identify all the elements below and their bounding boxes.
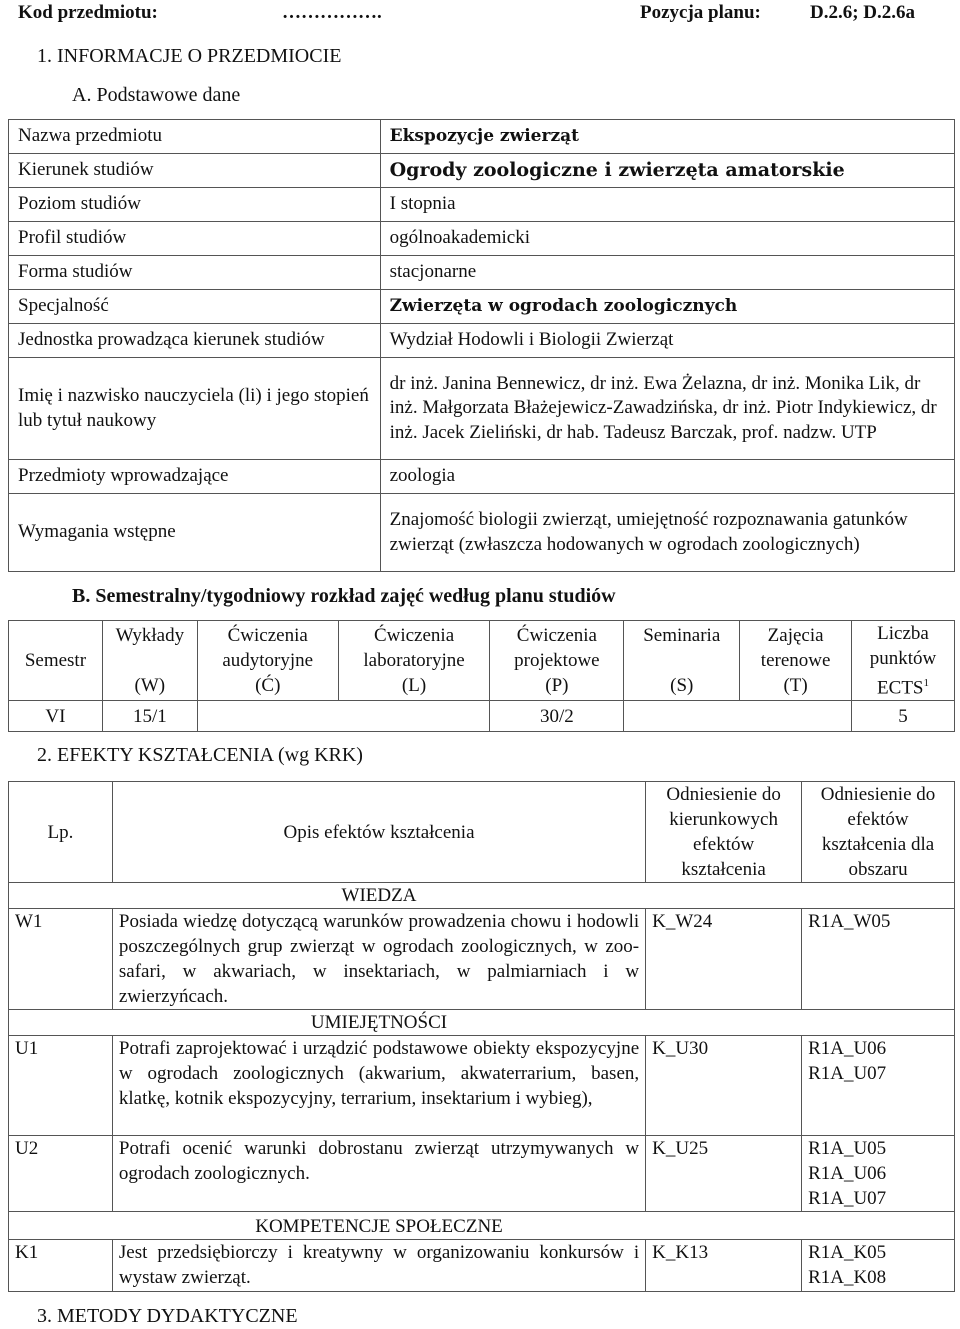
label-specjalnosc: Specjalność xyxy=(9,290,381,324)
header-semestr: Semestr xyxy=(9,621,103,701)
value-sem-teren xyxy=(624,701,852,732)
value-profil: ogólnoakademicki xyxy=(380,222,954,256)
header-cw-aud: Ćwiczenia audytoryjne (Ć) xyxy=(197,621,338,701)
label-poziom: Poziom studiów xyxy=(9,188,381,222)
section3-title: 3. METODY DYDAKTYCZNE xyxy=(37,1305,298,1327)
section1-title: 1. INFORMACJE O PRZEDMIOCIE xyxy=(37,45,342,67)
value-cw-aud-lab xyxy=(197,701,490,732)
header-opis: Opis efektów kształcenia xyxy=(112,782,645,883)
value-poziom: I stopnia xyxy=(380,188,954,222)
opis-u2: Potrafi ocenić warunki dobrostanu zwierząt utrzymywanych w ogrodach zoologicznych. xyxy=(112,1136,645,1212)
label-jednostka: Jednostka prowadząca kierunek studiów xyxy=(9,324,381,358)
value-semestr: VI xyxy=(9,701,103,732)
value-kierunek: Ogrody zoologiczne i zwierzęta amatorskie xyxy=(380,154,954,188)
value-wyklady: 15/1 xyxy=(102,701,197,732)
effects-table xyxy=(8,781,955,1292)
label-profil: Profil studiów xyxy=(9,222,381,256)
obszar-u2: R1A_U05 R1A_U06 R1A_U07 xyxy=(802,1136,955,1212)
lp-u1: U1 xyxy=(9,1036,113,1136)
header-wyklady: Wykłady (W) xyxy=(102,621,197,701)
section1-subA: A. Podstawowe dane xyxy=(72,84,241,106)
value-ects: 5 xyxy=(852,701,955,732)
lp-w1: W1 xyxy=(9,909,113,1010)
pozycja-value: D.2.6; D.2.6a xyxy=(810,2,916,23)
value-nauczyciel: dr inż. Janina Bennewicz, dr inż. Ewa Żelazna, dr inż. Monika Lik, dr inż. Małgorzata Błażejewicz-Zawadzińska, dr inż. Piotr Indykiewicz, dr inż. Jacek Zieliński, dr hab. Tadeusz Barczak, prof. nadzw. UTP xyxy=(380,358,954,460)
header-obszar: Odniesienie do efektów kształcenia dla obszaru xyxy=(802,782,955,883)
kod-label: Kod przedmiotu: xyxy=(18,2,158,23)
header-ects: Liczba punktów ECTS$^1$ xyxy=(852,621,955,701)
value-wymagania: Znajomość biologii zwierząt, umiejętność rozpoznawania gatunków zwierząt (zwłaszcza hodowanych w ogrodach zoologicznych) xyxy=(380,494,954,572)
label-przedmioty: Przedmioty wprowadzające xyxy=(9,460,381,494)
value-cw-proj: 30/2 xyxy=(490,701,624,732)
pozycja-label: Pozycja planu: xyxy=(640,2,761,23)
header-teren: Zajęcia terenowe (T) xyxy=(740,621,852,701)
basic-data-table xyxy=(8,119,955,572)
schedule-table xyxy=(8,620,955,732)
value-forma: stacjonarne xyxy=(380,256,954,290)
group-wiedza: WIEDZA xyxy=(112,883,645,909)
kier-u2: K_U25 xyxy=(646,1136,802,1212)
section2-title: 2. EFEKTY KSZTAŁCENIA (wg KRK) xyxy=(37,744,363,766)
label-wymagania: Wymagania wstępne xyxy=(9,494,381,572)
section1-subB: B. Semestralny/tygodniowy rozkład zajęć według planu studiów xyxy=(72,585,616,607)
label-kierunek: Kierunek studiów xyxy=(9,154,381,188)
label-nazwa: Nazwa przedmiotu xyxy=(9,120,381,154)
kod-value: ……………. xyxy=(282,2,382,23)
group-kompetencje: KOMPETENCJE SPOŁECZNE xyxy=(112,1212,645,1240)
opis-u1: Potrafi zaprojektować i urządzić podstawowe obiekty ekspozycyjne w ogrodach zoologicznych (akwarium, akwaterrarium, basen, klatkę, kotnik ekspozycyjny, terrarium, insektarium i wybieg), xyxy=(112,1036,645,1136)
lp-u2: U2 xyxy=(9,1136,113,1212)
obszar-w1: R1A_W05 xyxy=(802,909,955,1010)
opis-w1: Posiada wiedzę dotyczącą warunków prowadzenia chowu i hodowli poszczególnych grup zwierząt w ogrodach zoologicznych, w zoo-safari, w akwariach, w insektariach, w palmiarniach i w zwierzyńcach. xyxy=(112,909,645,1010)
group-umiejetnosci: UMIEJĘTNOŚCI xyxy=(112,1010,645,1036)
header-seminaria: Seminaria (S) xyxy=(624,621,740,701)
value-jednostka: Wydział Hodowli i Biologii Zwierząt xyxy=(380,324,954,358)
header-cw-lab: Ćwiczenia laboratoryjne (L) xyxy=(338,621,490,701)
lp-k1: K1 xyxy=(9,1240,113,1292)
obszar-u1: R1A_U06 R1A_U07 xyxy=(802,1036,955,1136)
obszar-k1: R1A_K05 R1A_K08 xyxy=(802,1240,955,1292)
label-nauczyciel: Imię i nazwisko nauczyciela (li) i jego stopień lub tytuł naukowy xyxy=(9,358,381,460)
value-nazwa: Ekspozycje zwierząt xyxy=(380,120,954,154)
kier-u1: K_U30 xyxy=(646,1036,802,1136)
header-lp: Lp. xyxy=(9,782,113,883)
label-forma: Forma studiów xyxy=(9,256,381,290)
kier-k1: K_K13 xyxy=(646,1240,802,1292)
kier-w1: K_W24 xyxy=(646,909,802,1010)
header-cw-proj: Ćwiczenia projektowe (P) xyxy=(490,621,624,701)
header-kier: Odniesienie do kierunkowych efektów kształcenia xyxy=(646,782,802,883)
value-przedmioty: zoologia xyxy=(380,460,954,494)
opis-k1: Jest przedsiębiorczy i kreatywny w organizowaniu konkursów i wystaw zwierząt. xyxy=(112,1240,645,1292)
value-specjalnosc: Zwierzęta w ogrodach zoologicznych xyxy=(380,290,954,324)
